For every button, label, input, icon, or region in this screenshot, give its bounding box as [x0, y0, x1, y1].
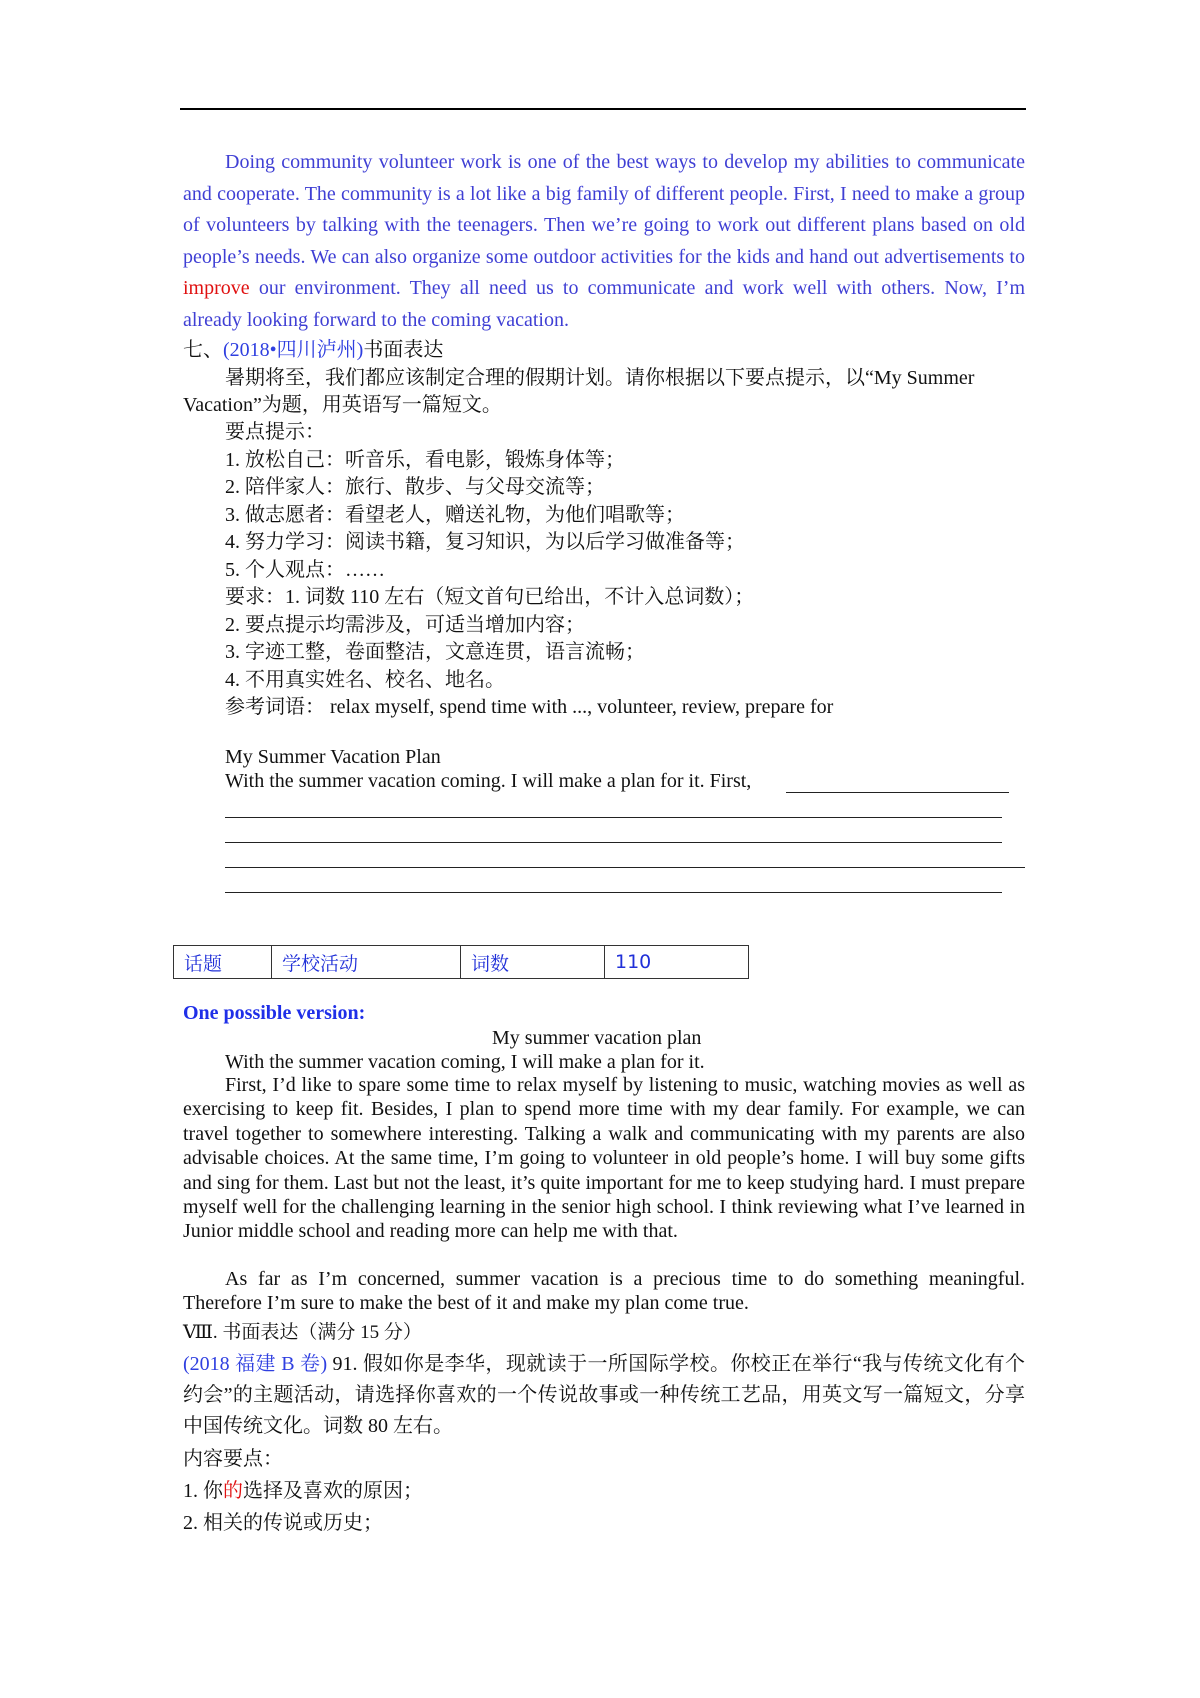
point-text: 1. 你: [183, 1480, 223, 1502]
sample-paragraph: First, I’d like to spare some time to relax myself by listening to music, watching movies as well as exercising to keep fit. Besides, I plan to spend more time with my dear family. For example, we can travel together to somewhere interesting. Talking a walk and communicating with my parents are also advisable choices. At the same time, I’m going to volunteer in old people’s home. I will buy some gifts and sing for them. Last but not the least, it’s quite important for me to keep studying hard. I must prepare myself well for the challenging learning in the senior high school. I think reviewing what I’ve learned in Junior middle school and reading more can help me with that.: [183, 1074, 1025, 1243]
requirement-item: 4. 不用真实姓名、校名、地名。: [225, 669, 505, 691]
answer-blank-line[interactable]: [225, 892, 1002, 893]
sample-first-line: With the summer vacation coming, I will make a plan for it.: [225, 1051, 705, 1073]
topic-table: [173, 945, 749, 979]
requirement-item: 2. 要点提示均需涉及，可适当增加内容；: [225, 614, 585, 636]
header-rule: [180, 108, 1026, 110]
answer-blank-line[interactable]: [225, 817, 1002, 818]
table-cell: 学校活动: [272, 946, 461, 979]
intro-text-after: our environment. They all need us to communicate and work well with others. Now, I’m already looking forward to the coming vacation.: [183, 277, 1025, 331]
point-item: 4. 努力学习：阅读书籍，复习知识，为以后学习做准备等；: [225, 531, 745, 553]
point-text: 选择及喜欢的原因；: [243, 1480, 423, 1502]
essay-first-line: With the summer vacation coming. I will make a plan for it. First,: [225, 770, 752, 792]
intro-paragraph: [183, 147, 1025, 336]
sample-heading: One possible version:: [183, 1002, 366, 1024]
section8-task: [183, 1349, 1025, 1442]
section8-point-item: 2. 相关的传说或历史；: [183, 1512, 383, 1534]
point-item: 2. 陪伴家人：旅行、散步、与父母交流等；: [225, 476, 605, 498]
sample-title: My summer vacation plan: [492, 1027, 702, 1049]
section8-points-heading: 内容要点：: [183, 1448, 283, 1470]
section7-source: (2018•四川泸州): [223, 339, 364, 361]
point-item: 1. 放松自己：听音乐，看电影，锻炼身体等；: [225, 449, 625, 471]
section7-heading: [183, 337, 443, 363]
table-cell: 词数: [461, 946, 605, 979]
section7-prompt-line2: Vacation”为题，用英语写一篇短文。: [183, 394, 502, 416]
section8-point-item: [183, 1478, 423, 1504]
essay-title: My Summer Vacation Plan: [225, 746, 441, 768]
requirement-item: 3. 字迹工整，卷面整洁，文意连贯，语言流畅；: [225, 641, 645, 663]
table-cell: 110: [605, 946, 749, 979]
section7-number: 七、: [183, 339, 223, 361]
intro-text-before: Doing community volunteer work is one of the best ways to develop my abilities to communicate and cooperate. The community is a lot like a big family of different people. First, I need to make a group of volunteers by talking with the teenagers. Then we’re going to work out different plans based on old people’s needs. We can also organize some outdoor activities for the kids and hand out advertisements to: [183, 151, 1025, 268]
section8-source: (2018 福建 B 卷): [183, 1353, 328, 1375]
requirement-item: 要求：1. 词数 110 左右（短文首句已给出，不计入总词数）；: [225, 586, 755, 608]
table-row: [174, 946, 749, 979]
section7-prompt-line1: 暑期将至，我们都应该制定合理的假期计划。请你根据以下要点提示，以“My Summer: [225, 367, 975, 389]
section7-type: 书面表达: [363, 339, 444, 361]
section8-heading: Ⅷ. 书面表达（满分 15 分）: [183, 1322, 422, 1343]
sample-paragraph: As far as I’m concerned, summer vacation is a precious time to do something meaningful. Therefore I’m sure to make the best of it and make my plan come true.: [183, 1268, 1025, 1315]
intro-highlight: improve: [183, 277, 250, 299]
reference-words: 参考词语： relax myself, spend time with ..., volunteer, review, prepare for: [225, 696, 834, 718]
section8-task-text: 91. 假如你是李华，现就读于一所国际学校。你校正在举行“我与传统文化有个约会”的主题活动，请选择你喜欢的一个传说故事或一种传统工艺品，用英文写一篇短文，分享中国传统文化。词数 80 左右。: [183, 1353, 1025, 1437]
answer-blank-line[interactable]: [786, 792, 1009, 793]
answer-blank-line[interactable]: [225, 842, 1002, 843]
table-cell: 话题: [174, 946, 272, 979]
points-heading: 要点提示：: [225, 421, 325, 443]
point-highlight: 的: [223, 1480, 243, 1502]
answer-blank-line[interactable]: [225, 867, 1025, 868]
point-item: 5. 个人观点：……: [225, 559, 385, 581]
point-item: 3. 做志愿者：看望老人，赠送礼物，为他们唱歌等；: [225, 504, 685, 526]
